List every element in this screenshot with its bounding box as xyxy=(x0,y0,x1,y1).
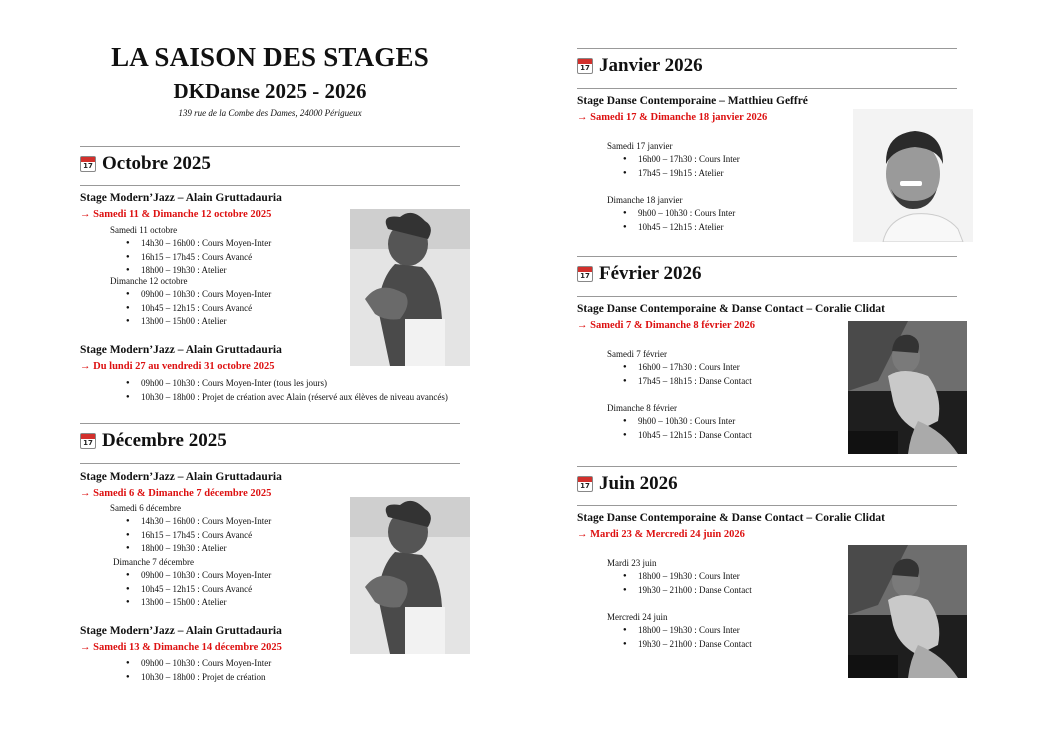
session-item: ● 13h00 – 15h00 : Atelier xyxy=(141,315,271,329)
session-item: ● 13h00 – 15h00 : Atelier xyxy=(141,596,271,610)
photo-matthieu-geffre xyxy=(853,109,973,242)
session-list xyxy=(141,657,271,684)
session-list xyxy=(638,570,752,597)
session-list xyxy=(638,624,752,651)
session-list xyxy=(638,153,740,180)
calendar-icon: 17 xyxy=(577,266,593,282)
session-item: ● 18h00 – 19h30 : Atelier xyxy=(141,542,271,556)
month-heading-juin: 17 Juin 2026 xyxy=(577,473,678,495)
session-item: ● 16h15 – 17h45 : Cours Avancé xyxy=(141,251,271,265)
photo-alain-gruttadauria xyxy=(350,497,470,654)
session-item: ● 09h00 – 10h30 : Cours Moyen-Inter (tous les jours) xyxy=(141,377,448,391)
session-item: ● 14h30 – 16h00 : Cours Moyen-Inter xyxy=(141,515,271,529)
session-item: ● 09h00 – 10h30 : Cours Moyen-Inter xyxy=(141,288,271,302)
stage-title: Stage Modern’Jazz – Alain Gruttadauria xyxy=(80,344,282,356)
month-heading-fevrier: 17 Février 2026 xyxy=(577,263,702,285)
session-item: ● 17h45 – 19h15 : Atelier xyxy=(638,167,740,181)
session-item: ● 18h00 – 19h30 : Atelier xyxy=(141,264,271,278)
divider xyxy=(80,185,460,186)
divider xyxy=(577,256,957,257)
day-label: Dimanche 12 octobre xyxy=(110,276,188,286)
stage-dates: → Samedi 7 & Dimanche 8 février 2026 xyxy=(577,320,755,331)
calendar-icon: 17 xyxy=(80,433,96,449)
session-list xyxy=(638,207,735,234)
day-label: Mercredi 24 juin xyxy=(607,612,668,622)
divider xyxy=(577,296,957,297)
month-heading-decembre: 17 Décembre 2025 xyxy=(80,430,227,452)
session-item: ● 10h45 – 12h15 : Cours Avancé xyxy=(141,583,271,597)
session-item: ● 9h00 – 10h30 : Cours Inter xyxy=(638,207,735,221)
calendar-icon: 17 xyxy=(577,476,593,492)
stage-dates: → Samedi 13 & Dimanche 14 décembre 2025 xyxy=(80,642,282,653)
stage-title: Stage Modern’Jazz – Alain Gruttadauria xyxy=(80,625,282,637)
session-item: ● 10h30 – 18h00 : Projet de création xyxy=(141,671,271,685)
session-item: ● 18h00 – 19h30 : Cours Inter xyxy=(638,624,752,638)
photo-coralie-clidat xyxy=(848,545,967,678)
month-heading-octobre: 17 Octobre 2025 xyxy=(80,153,211,175)
session-item: ● 16h15 – 17h45 : Cours Avancé xyxy=(141,529,271,543)
address: 139 rue de la Combe des Dames, 24000 Périgueux xyxy=(178,108,362,118)
day-label: Samedi 6 décembre xyxy=(110,503,181,513)
session-item: ● 19h30 – 21h00 : Danse Contact xyxy=(638,584,752,598)
stage-title: Stage Modern’Jazz – Alain Gruttadauria xyxy=(80,192,282,204)
stage-dates: → Mardi 23 & Mercredi 24 juin 2026 xyxy=(577,529,745,540)
photo-coralie-clidat xyxy=(848,321,967,454)
session-list xyxy=(141,237,271,278)
session-item: ● 19h30 – 21h00 : Danse Contact xyxy=(638,638,752,652)
divider xyxy=(577,466,957,467)
session-item: ● 14h30 – 16h00 : Cours Moyen-Inter xyxy=(141,237,271,251)
day-label: Samedi 7 février xyxy=(607,349,667,359)
day-label: Dimanche 7 décembre xyxy=(113,557,194,567)
session-list xyxy=(141,288,271,329)
stage-dates: → Samedi 6 & Dimanche 7 décembre 2025 xyxy=(80,488,272,499)
session-list xyxy=(638,415,752,442)
stage-dates: → Du lundi 27 au vendredi 31 octobre 2025 xyxy=(80,361,275,372)
session-item: ● 16h00 – 17h30 : Cours Inter xyxy=(638,153,740,167)
divider xyxy=(577,88,957,89)
session-item: ● 09h00 – 10h30 : Cours Moyen-Inter xyxy=(141,569,271,583)
divider xyxy=(80,146,460,147)
stage-title: Stage Danse Contemporaine & Danse Contact – Coralie Clidat xyxy=(577,303,885,315)
divider xyxy=(80,423,460,424)
divider xyxy=(577,505,957,506)
stage-title: Stage Modern’Jazz – Alain Gruttadauria xyxy=(80,471,282,483)
stage-dates: → Samedi 11 & Dimanche 12 octobre 2025 xyxy=(80,209,272,220)
page-subtitle: DKDanse 2025 - 2026 xyxy=(173,79,367,103)
stage-title: Stage Danse Contemporaine & Danse Contact – Coralie Clidat xyxy=(577,512,885,524)
session-item: ● 10h45 – 12h15 : Atelier xyxy=(638,221,735,235)
session-list xyxy=(141,377,448,404)
session-list xyxy=(638,361,752,388)
session-item: ● 18h00 – 19h30 : Cours Inter xyxy=(638,570,752,584)
divider xyxy=(577,48,957,49)
day-label: Dimanche 18 janvier xyxy=(607,195,683,205)
session-item: ● 09h00 – 10h30 : Cours Moyen-Inter xyxy=(141,657,271,671)
day-label: Mardi 23 juin xyxy=(607,558,657,568)
session-item: ● 10h30 – 18h00 : Projet de création avec Alain (réservé aux élèves de niveau avancés) xyxy=(141,391,448,405)
calendar-icon: 17 xyxy=(80,156,96,172)
session-item: ● 17h45 – 18h15 : Danse Contact xyxy=(638,375,752,389)
session-item: ● 9h00 – 10h30 : Cours Inter xyxy=(638,415,752,429)
photo-alain-gruttadauria xyxy=(350,209,470,366)
stage-dates: → Samedi 17 & Dimanche 18 janvier 2026 xyxy=(577,112,768,123)
day-label: Dimanche 8 février xyxy=(607,403,677,413)
stage-title: Stage Danse Contemporaine – Matthieu Geffré xyxy=(577,95,808,107)
session-item: ● 10h45 – 12h15 : Cours Avancé xyxy=(141,302,271,316)
session-list xyxy=(141,515,271,556)
day-label: Samedi 11 octobre xyxy=(110,225,178,235)
day-label: Samedi 17 janvier xyxy=(607,141,673,151)
month-heading-janvier: 17 Janvier 2026 xyxy=(577,55,703,77)
session-list xyxy=(141,569,271,610)
page-title: LA SAISON DES STAGES xyxy=(111,42,429,72)
divider xyxy=(80,463,460,464)
session-item: ● 16h00 – 17h30 : Cours Inter xyxy=(638,361,752,375)
session-item: ● 10h45 – 12h15 : Danse Contact xyxy=(638,429,752,443)
calendar-icon: 17 xyxy=(577,58,593,74)
